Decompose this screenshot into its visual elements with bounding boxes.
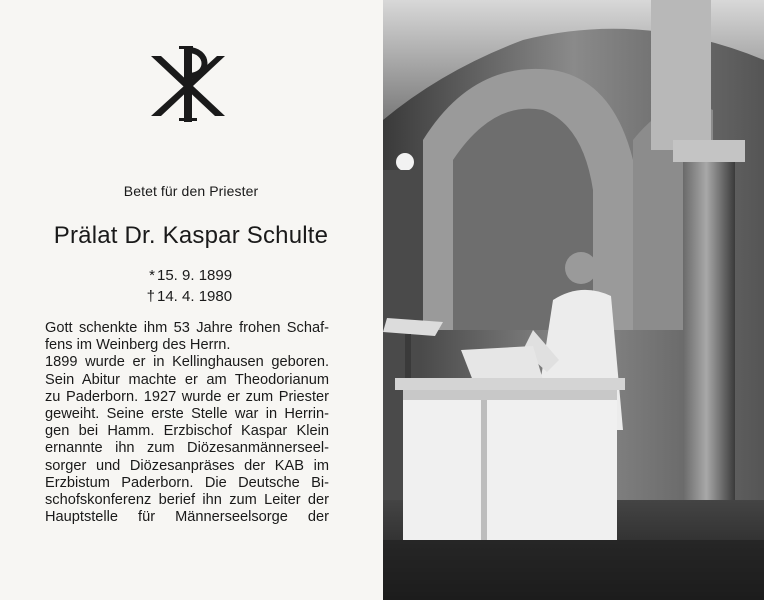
bio-line: gen bei Hamm. Erzbischof Kaspar Klein <box>45 423 329 440</box>
death-date: 14. 4. 1980 <box>157 288 233 305</box>
bio-line: ernannte ihn zum Diözesanmännerseel- <box>45 440 329 457</box>
bio-line: geweiht. Seine erste Stelle war in Herrin- <box>45 406 329 423</box>
biography <box>45 320 329 526</box>
bio-line: 1899 wurde er in Kellinghausen geboren. <box>45 354 329 371</box>
birth-row <box>145 265 232 286</box>
life-dates <box>145 265 232 307</box>
birth-date: 15. 9. 1899 <box>157 267 233 284</box>
bio-line: fens im Weinberg des Herrn. <box>45 337 231 354</box>
bio-line: Sein Abitur machte er am Theodorianum <box>45 371 329 388</box>
birth-symbol: * <box>149 267 155 284</box>
bio-line: zu Paderborn. 1927 wurde er zum Priester <box>45 388 329 405</box>
chi-rho-icon <box>145 44 231 122</box>
priest-at-altar-photo <box>383 0 764 600</box>
bio-line: schofskonferenz berief ihn zum Leiter der <box>45 492 329 509</box>
priest-name: Prälat Dr. Kaspar Schulte <box>53 222 329 249</box>
intro-text: Betet für den Priester <box>123 183 259 199</box>
bio-line: Gott schenkte ihm 53 Jahre frohen Schaf- <box>45 320 329 336</box>
death-symbol: † <box>146 288 155 305</box>
bio-line: Erzbistum Paderborn. Die Deutsche Bi- <box>45 474 329 491</box>
bio-line: sorger und Diözesanpräses der KAB im <box>45 457 329 474</box>
bio-line: Hauptstelle für Männerseelsorge der <box>45 509 329 526</box>
death-row <box>145 286 232 307</box>
